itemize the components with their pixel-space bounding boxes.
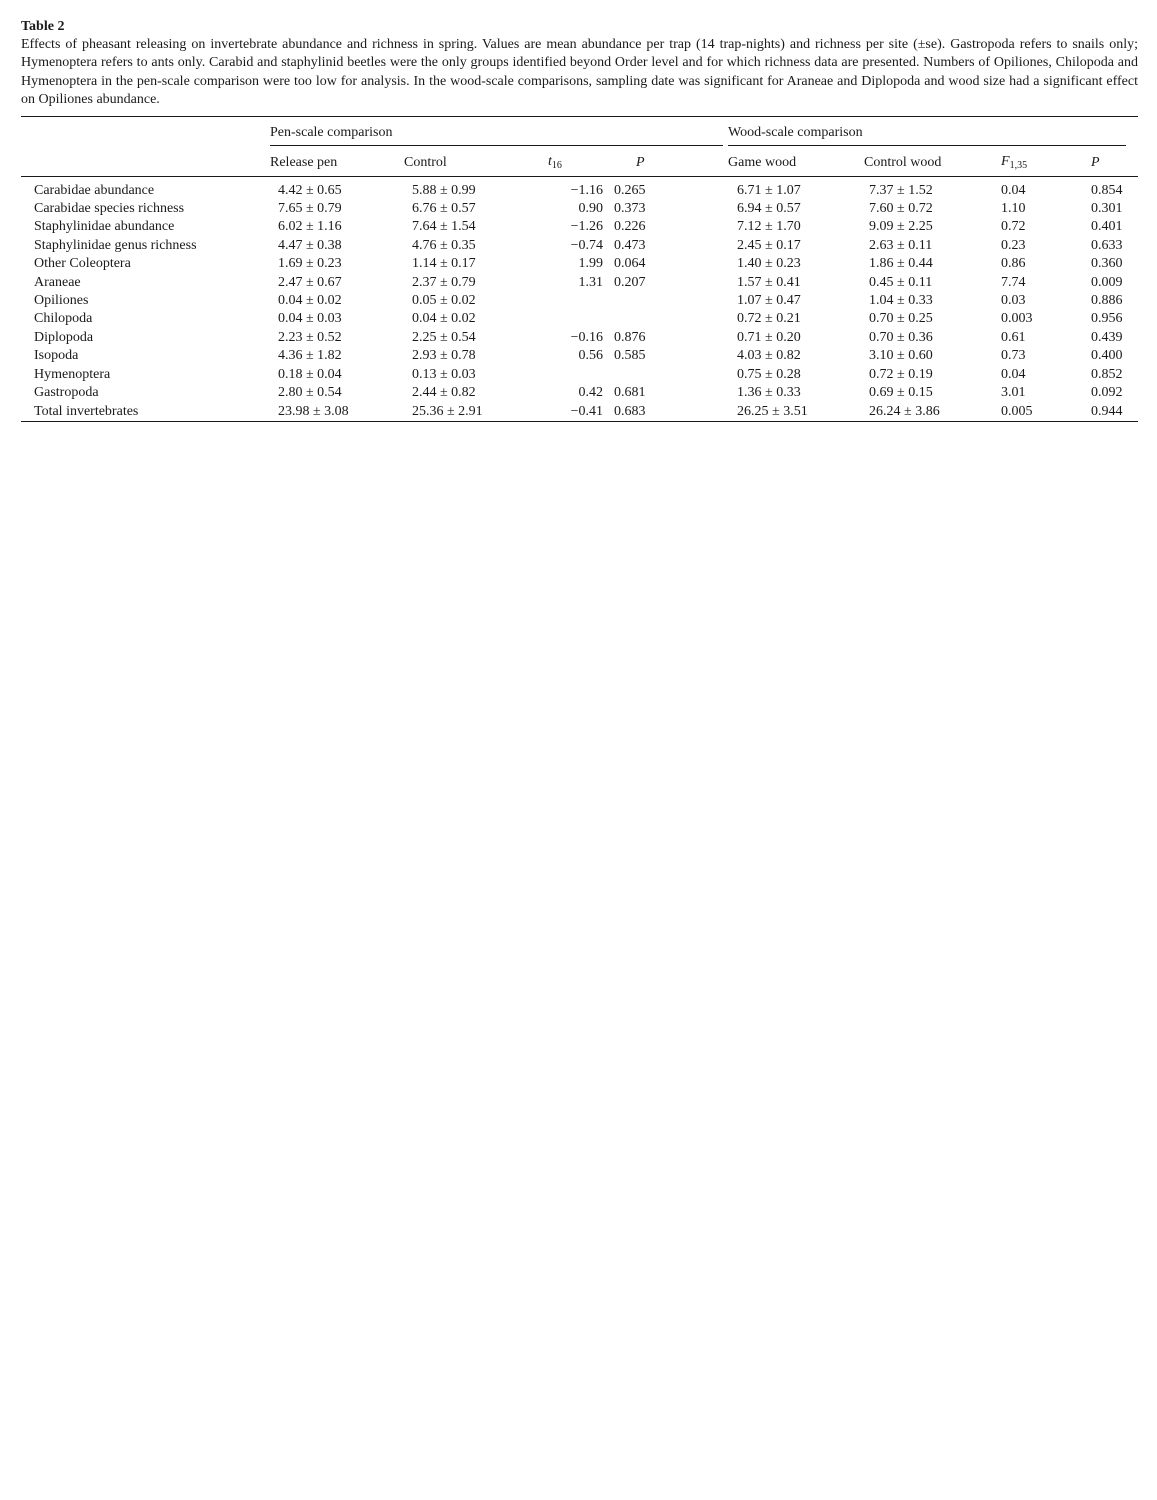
cell-game-wood: 7.12 ± 1.70 (737, 219, 801, 235)
table-row (21, 366, 1138, 384)
cell-p-pen: 0.473 (614, 237, 646, 253)
table-figure (21, 18, 1138, 422)
cell-release-pen: 2.80 ± 0.54 (278, 385, 342, 401)
col-t16: $t_{16}$ (548, 153, 562, 171)
cell-f135: 0.86 (1001, 256, 1026, 272)
cell-game-wood: 6.71 ± 1.07 (737, 182, 801, 198)
cell-release-pen: 23.98 ± 3.08 (278, 403, 349, 419)
cell-t16: −1.26 (570, 219, 603, 235)
cell-release-pen: 7.65 ± 0.79 (278, 201, 342, 217)
row-name: Isopoda (34, 348, 79, 364)
cell-release-pen: 2.23 ± 0.52 (278, 329, 342, 345)
table-row (21, 384, 1138, 402)
row-name: Carabidae abundance (34, 182, 155, 198)
cell-f135: 0.73 (1001, 348, 1026, 364)
col-game-wood: Game wood (728, 154, 797, 170)
cell-p-pen: 0.373 (614, 201, 646, 217)
cell-control-wood: 0.70 ± 0.36 (869, 329, 933, 345)
row-name: Opiliones (34, 293, 89, 309)
row-name: Araneae (34, 274, 81, 290)
cell-game-wood: 1.40 ± 0.23 (737, 256, 801, 272)
row-name: Chilopoda (34, 311, 93, 327)
col-control-wood: Control wood (864, 154, 942, 170)
group-wood-scale (725, 117, 1138, 145)
row-name: Total invertebrates (34, 403, 139, 419)
cell-t16 (521, 366, 614, 384)
cell-p-pen: 0.681 (614, 385, 646, 401)
cell-p-wood: 0.360 (1091, 256, 1123, 272)
table-row (21, 274, 1138, 292)
cell-release-pen: 0.04 ± 0.03 (278, 311, 342, 327)
bottom-rule (21, 421, 1138, 422)
cell-game-wood: 2.45 ± 0.17 (737, 237, 801, 253)
cell-p-pen (614, 310, 725, 328)
cell-p-wood: 0.886 (1091, 293, 1123, 309)
cell-release-pen: 6.02 ± 1.16 (278, 219, 342, 235)
table-row (21, 218, 1138, 236)
cell-control-wood: 7.37 ± 1.52 (869, 182, 933, 198)
cell-control: 2.37 ± 0.79 (412, 274, 476, 290)
cell-f135: 0.005 (1001, 403, 1033, 419)
cell-t16: 0.42 (578, 385, 603, 401)
cell-p-wood: 0.944 (1091, 403, 1123, 419)
cell-p-wood: 0.956 (1091, 311, 1123, 327)
row-name: Staphylinidae abundance (34, 219, 175, 235)
cell-f135: 0.72 (1001, 219, 1026, 235)
cell-f135: 0.03 (1001, 293, 1026, 309)
cell-release-pen: 0.18 ± 0.04 (278, 366, 342, 382)
cell-p-pen: 0.265 (614, 182, 646, 198)
cell-p-wood: 0.009 (1091, 274, 1123, 290)
cell-control-wood: 7.60 ± 0.72 (869, 201, 933, 217)
group-wood-label: Wood-scale comparison (728, 124, 863, 140)
cell-f135: 1.10 (1001, 201, 1026, 217)
cell-p-wood: 0.854 (1091, 182, 1123, 198)
cell-control: 25.36 ± 2.91 (412, 403, 483, 419)
cell-f135: 7.74 (1001, 274, 1026, 290)
table-row (21, 200, 1138, 218)
cell-p-wood: 0.092 (1091, 385, 1123, 401)
table-row (21, 237, 1138, 255)
cell-t16 (521, 292, 614, 310)
cell-p-wood: 0.301 (1091, 201, 1123, 217)
table-caption: Effects of pheasant releasing on invertebrate abundance and richness in spring. Values are mean abundance per trap (14 trap-nights) and richness per site (±se). Gastropoda refers to snails only; Hymenoptera refers to ants only. Carabid and staphylinid beetles were the only groups identified beyond Order level and for which richness data are presented. Numbers of Opiliones, Chilopoda and Hymenoptera in the pen-scale comparison were too low for analysis. In the wood-scale comparisons, sampling date was significant for Araneae and Diplopoda and wood size had a significant effect on Opiliones abundance. (21, 37, 1138, 108)
cell-t16: −1.16 (570, 182, 603, 198)
cell-f135: 0.04 (1001, 366, 1026, 382)
cell-p-pen (614, 366, 725, 384)
table-row (21, 403, 1138, 421)
cell-f135: 3.01 (1001, 385, 1026, 401)
cell-game-wood: 1.07 ± 0.47 (737, 293, 801, 309)
col-release-pen: Release pen (270, 154, 338, 170)
cell-control-wood: 3.10 ± 0.60 (869, 348, 933, 364)
data-table (21, 117, 1138, 421)
cell-p-wood: 0.401 (1091, 219, 1123, 235)
cell-p-pen: 0.585 (614, 348, 646, 364)
cell-control: 2.93 ± 0.78 (412, 348, 476, 364)
cell-control: 7.64 ± 1.54 (412, 219, 476, 235)
cell-t16: −0.16 (570, 329, 603, 345)
cell-release-pen: 2.47 ± 0.67 (278, 274, 342, 290)
cell-control-wood: 1.04 ± 0.33 (869, 293, 933, 309)
row-name: Other Coleoptera (34, 256, 131, 272)
cell-control-wood: 26.24 ± 3.86 (869, 403, 940, 419)
cell-control: 1.14 ± 0.17 (412, 256, 476, 272)
cell-control-wood: 2.63 ± 0.11 (869, 237, 933, 253)
cell-p-wood: 0.633 (1091, 237, 1123, 253)
cell-p-pen (614, 292, 725, 310)
cell-control: 4.76 ± 0.35 (412, 237, 476, 253)
cell-p-pen: 0.876 (614, 329, 646, 345)
cell-control-wood: 9.09 ± 2.25 (869, 219, 933, 235)
cell-p-wood: 0.852 (1091, 366, 1123, 382)
cell-t16: −0.74 (570, 237, 603, 253)
table-row (21, 329, 1138, 347)
cell-p-pen: 0.683 (614, 403, 646, 419)
table-row (21, 292, 1138, 310)
cell-control: 0.04 ± 0.02 (412, 311, 476, 327)
cell-control-wood: 0.69 ± 0.15 (869, 385, 933, 401)
row-name: Diplopoda (34, 329, 94, 345)
cell-game-wood: 1.36 ± 0.33 (737, 385, 801, 401)
cell-release-pen: 1.69 ± 0.23 (278, 256, 342, 272)
group-pen-label: Pen-scale comparison (270, 124, 393, 140)
cell-f135: 0.61 (1001, 329, 1026, 345)
col-p-pen: P (636, 154, 645, 170)
col-p-wood: P (1091, 154, 1100, 170)
cell-game-wood: 0.72 ± 0.21 (737, 311, 801, 327)
table-row (21, 255, 1138, 273)
cell-p-pen: 0.207 (614, 274, 646, 290)
cell-game-wood: 6.94 ± 0.57 (737, 201, 801, 217)
cell-game-wood: 4.03 ± 0.82 (737, 348, 801, 364)
table-row (21, 310, 1138, 328)
row-name: Gastropoda (34, 385, 99, 401)
cell-control-wood: 0.45 ± 0.11 (869, 274, 933, 290)
cell-p-wood: 0.400 (1091, 348, 1123, 364)
cell-game-wood: 0.75 ± 0.28 (737, 366, 801, 382)
cell-control-wood: 1.86 ± 0.44 (869, 256, 933, 272)
row-name: Carabidae species richness (34, 201, 185, 217)
cell-game-wood: 0.71 ± 0.20 (737, 329, 801, 345)
cell-p-pen: 0.064 (614, 256, 646, 272)
cell-t16: 0.56 (578, 348, 603, 364)
cell-control: 2.25 ± 0.54 (412, 329, 476, 345)
cell-control: 2.44 ± 0.82 (412, 385, 476, 401)
cell-f135: 0.04 (1001, 182, 1026, 198)
cell-t16: 1.99 (578, 256, 603, 272)
cell-control: 0.05 ± 0.02 (412, 293, 476, 309)
cell-f135: 0.23 (1001, 237, 1026, 253)
cell-control-wood: 0.70 ± 0.25 (869, 311, 933, 327)
cell-control: 5.88 ± 0.99 (412, 182, 476, 198)
table-row (21, 176, 1138, 200)
cell-t16: −0.41 (570, 403, 603, 419)
cell-release-pen: 0.04 ± 0.02 (278, 293, 342, 309)
group-pen-scale (270, 117, 725, 145)
row-name: Hymenoptera (34, 366, 111, 382)
cell-game-wood: 26.25 ± 3.51 (737, 403, 808, 419)
cell-p-wood: 0.439 (1091, 329, 1123, 345)
cell-control: 0.13 ± 0.03 (412, 366, 476, 382)
group-header-row (21, 117, 1138, 145)
cell-release-pen: 4.36 ± 1.82 (278, 348, 342, 364)
cell-t16: 0.90 (578, 201, 603, 217)
cell-t16: 1.31 (578, 274, 603, 290)
cell-control-wood: 0.72 ± 0.19 (869, 366, 933, 382)
column-header-row (21, 145, 1138, 177)
cell-f135: 0.003 (1001, 311, 1033, 327)
table-body (21, 176, 1138, 421)
cell-game-wood: 1.57 ± 0.41 (737, 274, 801, 290)
cell-control: 6.76 ± 0.57 (412, 201, 476, 217)
cell-t16 (521, 310, 614, 328)
col-f135: $F_{1,35}$ (1001, 153, 1028, 171)
cell-p-pen: 0.226 (614, 219, 646, 235)
table-label: Table 2 (21, 19, 65, 34)
cell-release-pen: 4.47 ± 0.38 (278, 237, 342, 253)
cell-release-pen: 4.42 ± 0.65 (278, 182, 342, 198)
row-name: Staphylinidae genus richness (34, 237, 197, 253)
col-control: Control (404, 154, 447, 170)
table-row (21, 347, 1138, 365)
